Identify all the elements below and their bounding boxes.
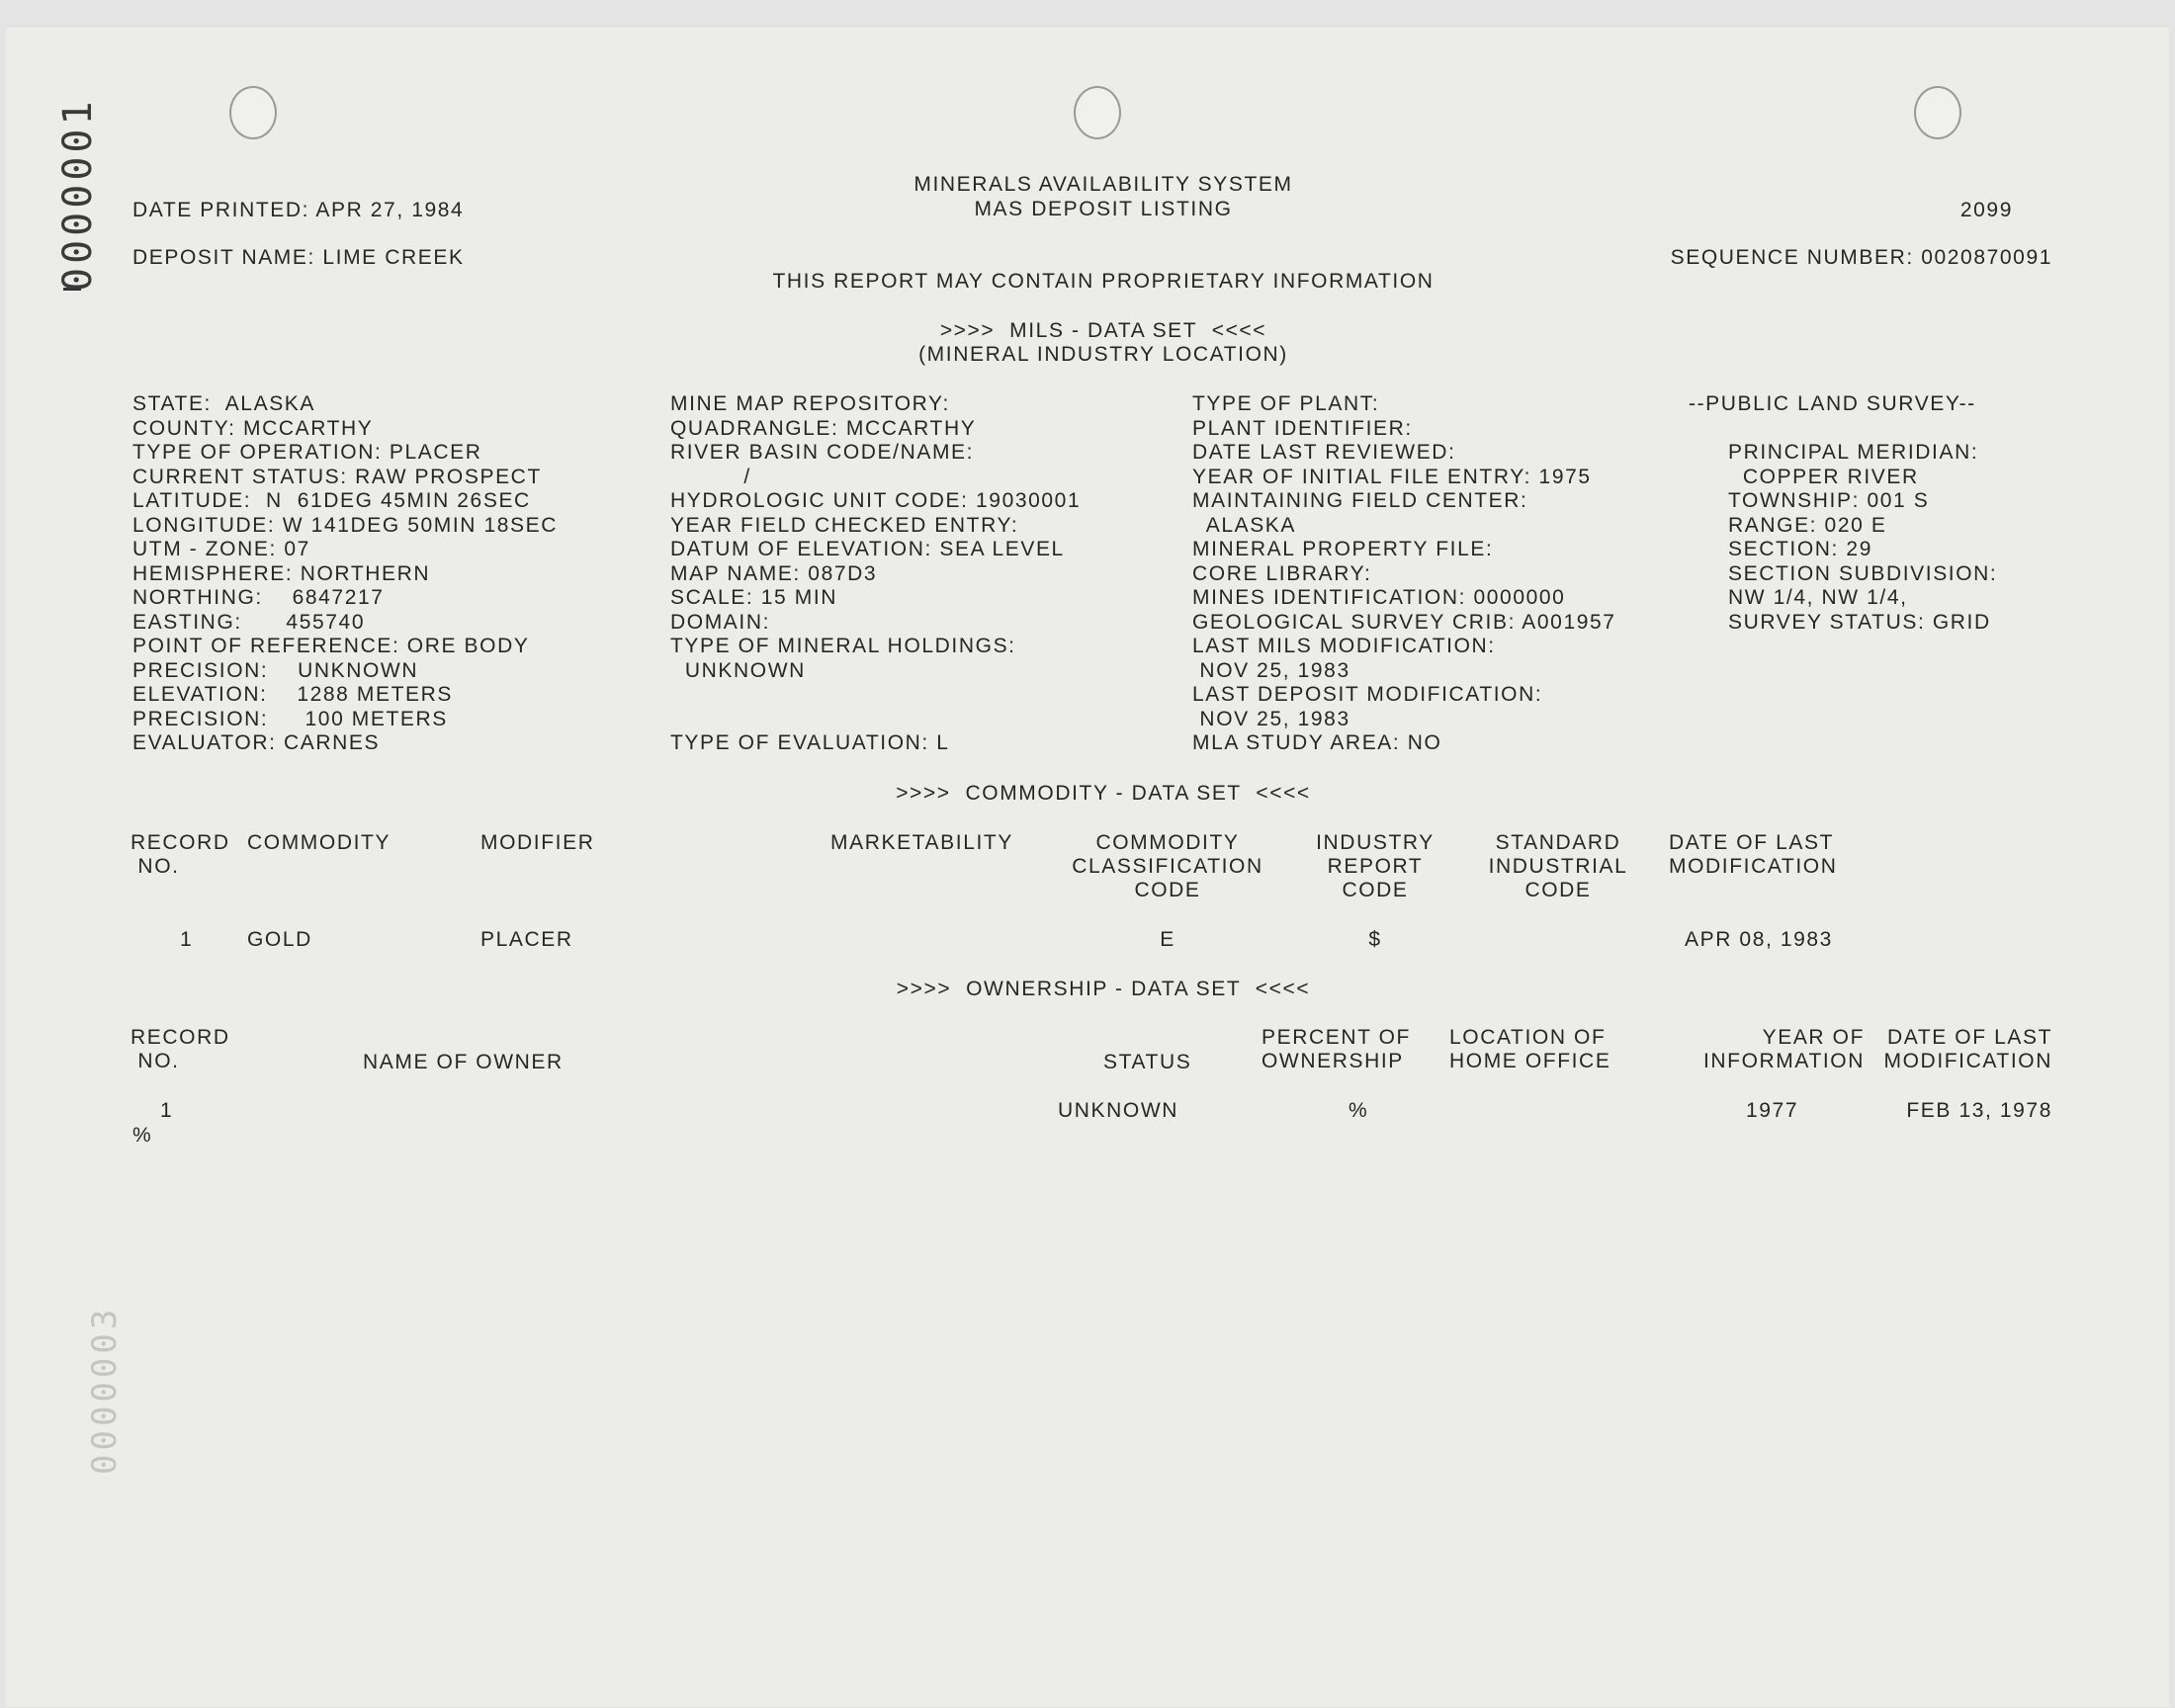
column-header-owner: NAME OF OWNER (363, 1051, 564, 1073)
mils-field: LONGITUDE: W 141DEG 50MIN 18SEC (132, 514, 559, 537)
report-page (6, 26, 2169, 1707)
mils-field: STATE: ALASKA (132, 392, 316, 415)
binder-hole-center (1074, 86, 1121, 139)
column-header-date-modified: DATE OF LAST MODIFICATION (1883, 1026, 2052, 1072)
mils-field: EVALUATOR: CARNES (132, 731, 381, 754)
cell-status: UNKNOWN (1058, 1099, 1179, 1122)
commodity-section-title: >>>> COMMODITY - DATA SET <<<< (896, 782, 1311, 805)
mils-field: MAP NAME: 087D3 (670, 562, 878, 585)
cell-record: 1 (180, 928, 194, 951)
trailing-percent-mark: % (132, 1124, 153, 1147)
column-header-record: RECORD NO. (130, 1026, 230, 1072)
column-header-industry-report: INDUSTRY REPORT CODE (1316, 831, 1435, 901)
mils-field: LATITUDE: N 61DEG 45MIN 26SEC (132, 489, 531, 512)
mils-field: UNKNOWN (670, 659, 806, 682)
cell-date-modified: APR 08, 1983 (1685, 928, 1833, 951)
mils-field: HEMISPHERE: NORTHERN (132, 562, 431, 585)
proprietary-notice: THIS REPORT MAY CONTAIN PROPRIETARY INFORMATION (772, 270, 1435, 293)
mils-section-title: >>>> MILS - DATA SET <<<< (939, 319, 1267, 342)
mils-field: PRECISION: UNKNOWN (132, 659, 419, 682)
column-header-classification: COMMODITY CLASSIFICATION CODE (1072, 831, 1263, 901)
cell-date-modified: FEB 13, 1978 (1906, 1099, 2052, 1122)
ownership-section-title: >>>> OWNERSHIP - DATA SET <<<< (896, 978, 1311, 1000)
sequence-number: SEQUENCE NUMBER: 0020870091 (1670, 246, 2052, 269)
mils-field: MINE MAP REPOSITORY: (670, 392, 950, 415)
column-header-year: YEAR OF INFORMATION (1702, 1026, 1865, 1072)
mils-field: YEAR OF INITIAL FILE ENTRY: 1975 (1192, 466, 1592, 488)
cell-commodity: GOLD (247, 928, 312, 951)
column-header-percent: PERCENT OF OWNERSHIP (1262, 1026, 1411, 1072)
mils-field: SECTION SUBDIVISION: (1728, 562, 1998, 585)
mils-field: ALASKA (1192, 514, 1297, 537)
mils-field: MAINTAINING FIELD CENTER: (1192, 489, 1528, 512)
column-header-location: LOCATION OF HOME OFFICE (1449, 1026, 1611, 1072)
mils-field: RIVER BASIN CODE/NAME: (670, 441, 975, 464)
mils-field: PRINCIPAL MERIDIAN: (1728, 441, 1979, 464)
mils-field: TYPE OF PLANT: (1192, 392, 1380, 415)
column-header-sic: STANDARD INDUSTRIAL CODE (1488, 831, 1628, 901)
mils-field: DATE LAST REVIEWED: (1192, 441, 1456, 464)
mils-field: NOV 25, 1983 (1192, 659, 1350, 682)
mils-field: TYPE OF EVALUATION: L (670, 731, 950, 754)
mils-field: YEAR FIELD CHECKED ENTRY: (670, 514, 1019, 537)
deposit-name: DEPOSIT NAME: LIME CREEK (132, 246, 465, 269)
cell-classification: E (1160, 928, 1175, 951)
column-header-modifier: MODIFIER (480, 831, 595, 854)
mils-field: / (670, 466, 751, 488)
mils-field: POINT OF REFERENCE: ORE BODY (132, 635, 530, 657)
mils-field: SECTION: 29 (1728, 538, 1872, 560)
margin-stamp-faint: 0000003 (85, 1305, 125, 1475)
column-header-marketability: MARKETABILITY (830, 831, 1013, 854)
mils-field: GEOLOGICAL SURVEY CRIB: A001957 (1192, 611, 1616, 634)
mils-field: PLANT IDENTIFIER: (1192, 417, 1413, 440)
mils-field: COUNTY: MCCARTHY (132, 417, 374, 440)
cell-percent: % (1348, 1099, 1369, 1122)
mils-field: CORE LIBRARY: (1192, 562, 1372, 585)
mils-field: COPPER RIVER (1728, 466, 1919, 488)
mils-field: MLA STUDY AREA: NO (1192, 731, 1442, 754)
listing-title: MAS DEPOSIT LISTING (974, 198, 1233, 220)
mils-field: LAST MILS MODIFICATION: (1192, 635, 1496, 657)
mils-field: DOMAIN: (670, 611, 771, 634)
mils-field: SURVEY STATUS: GRID (1728, 611, 1991, 634)
mils-field: MINES IDENTIFICATION: 0000000 (1192, 586, 1566, 609)
cell-year: 1977 (1746, 1099, 1799, 1122)
page-number: 2099 (1959, 199, 2013, 221)
mils-field: TYPE OF OPERATION: PLACER (132, 441, 482, 464)
cell-industry-report: $ (1368, 928, 1382, 951)
mils-field: PRECISION: 100 METERS (132, 708, 448, 730)
land-survey-heading: --PUBLIC LAND SURVEY-- (1689, 392, 1976, 415)
mils-field: QUADRANGLE: MCCARTHY (670, 417, 977, 440)
system-title: MINERALS AVAILABILITY SYSTEM (914, 173, 1293, 196)
mils-field: CURRENT STATUS: RAW PROSPECT (132, 466, 542, 488)
column-header-record: RECORD NO. (130, 831, 230, 878)
mils-field: DATUM OF ELEVATION: SEA LEVEL (670, 538, 1065, 560)
column-header-date-modified: DATE OF LAST MODIFICATION (1669, 831, 1838, 878)
mils-field: TOWNSHIP: 001 S (1728, 489, 1930, 512)
mils-field: NORTHING: 6847217 (132, 586, 385, 609)
mils-section-subtitle: (MINERAL INDUSTRY LOCATION) (918, 343, 1288, 366)
date-printed: DATE PRINTED: APR 27, 1984 (132, 199, 465, 221)
mils-field: NW 1/4, NW 1/4, (1728, 586, 1908, 609)
mils-field: RANGE: 020 E (1728, 514, 1887, 537)
mils-field: LAST DEPOSIT MODIFICATION: (1192, 683, 1543, 706)
mils-field: UTM - ZONE: 07 (132, 538, 310, 560)
cell-record: 1 (160, 1099, 174, 1122)
column-header-commodity: COMMODITY (247, 831, 392, 854)
mils-field: EASTING: 455740 (132, 611, 366, 634)
margin-stamp-number: 0000001 (55, 97, 101, 292)
mils-field: SCALE: 15 MIN (670, 586, 838, 609)
mils-field: MINERAL PROPERTY FILE: (1192, 538, 1494, 560)
mils-field: TYPE OF MINERAL HOLDINGS: (670, 635, 1016, 657)
cell-modifier: PLACER (480, 928, 573, 951)
mils-field: NOV 25, 1983 (1192, 708, 1350, 730)
binder-hole-right (1914, 86, 1961, 139)
mils-field: HYDROLOGIC UNIT CODE: 19030001 (670, 489, 1082, 512)
binder-hole-left (229, 86, 277, 139)
mils-field: ELEVATION: 1288 METERS (132, 683, 453, 706)
column-header-status: STATUS (1103, 1051, 1192, 1073)
